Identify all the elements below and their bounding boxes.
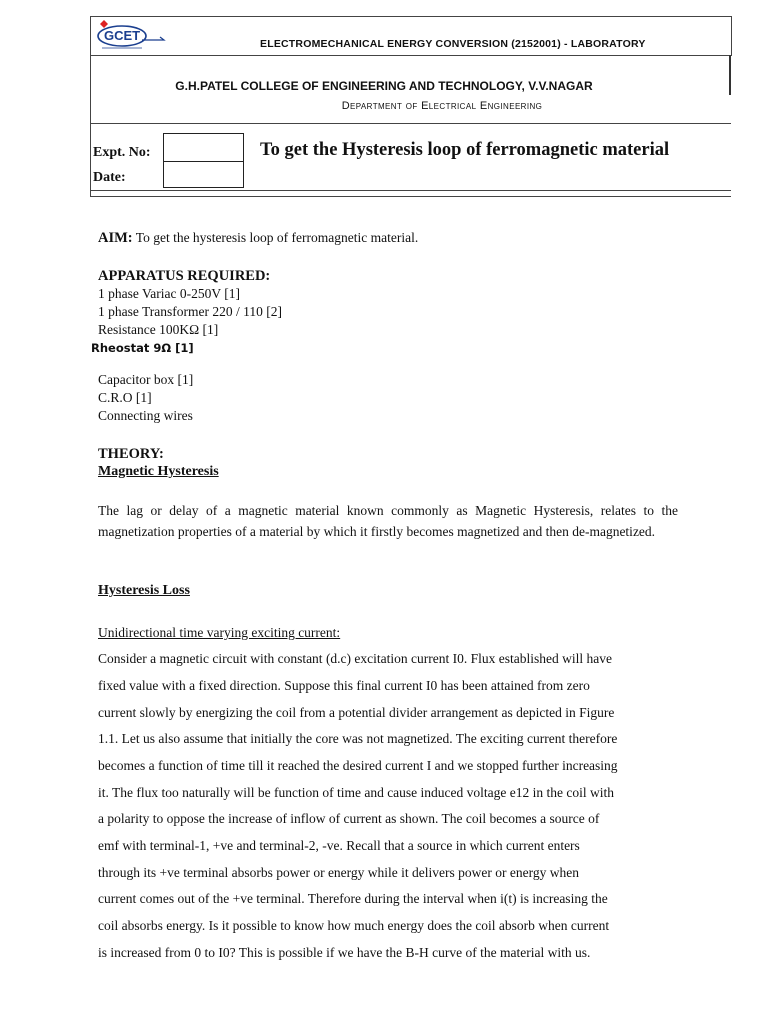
unidirectional-subheading: Unidirectional time varying exciting current: <box>98 625 341 640</box>
department-name: Department of Electrical Engineering <box>341 100 543 112</box>
hysteresis-loss-heading: Hysteresis Loss <box>98 583 190 598</box>
header-divider-2 <box>90 123 731 124</box>
paragraph-line: coil absorbs energy. Is it possible to know how much energy does the coil absorb when current <box>98 918 610 933</box>
experiment-title: To get the Hysteresis loop of ferromagnetic material <box>260 140 670 160</box>
aim-text: To get the hysteresis loop of ferromagnetic material. <box>132 230 419 245</box>
aim-label: AIM: <box>98 230 133 246</box>
paragraph-line: through its +ve terminal absorbs power or energy while it delivers power or energy when <box>98 865 579 880</box>
aim-line <box>98 230 418 247</box>
lab-title: ELECTROMECHANICAL ENERGY CONVERSION (2152001) - LABORATORY <box>260 38 646 50</box>
header-divider-3 <box>90 190 731 191</box>
paragraph-line: current comes out of the +ve terminal. Therefore during the interval when i(t) is increasing the <box>98 891 608 906</box>
date-field[interactable] <box>163 161 244 188</box>
apparatus-item: C.R.O [1] <box>98 390 152 405</box>
date-label: Date: <box>93 170 126 185</box>
header-divider-1 <box>90 55 731 56</box>
apparatus-label: APPARATUS REQUIRED: <box>98 268 271 284</box>
paragraph-line: a polarity to oppose the increase of inflow of current as shown. The coil becomes a source of <box>98 811 600 826</box>
apparatus-item: 1 phase Variac 0-250V [1] <box>98 286 240 301</box>
apparatus-item: Connecting wires <box>98 408 193 423</box>
gcet-logo-icon <box>92 18 170 52</box>
header-frame-right-top <box>731 16 732 56</box>
svg-text:GCET: GCET <box>104 28 141 43</box>
paragraph-line: it. The flux too naturally will be function of time and cause induced voltage e12 in the coil with <box>98 785 614 800</box>
header-divider-4 <box>90 196 731 197</box>
paragraph-line: becomes a function of time till it reached the desired current I and we stopped further increasing <box>98 758 618 773</box>
expt-no-label: Expt. No: <box>93 145 151 160</box>
paragraph-line: fixed value with a fixed direction. Suppose this final current I0 has been attained from zero <box>98 678 590 693</box>
paragraph-line: emf with terminal-1, +ve and terminal-2, -ve. Recall that a source in which current enters <box>98 838 580 853</box>
college-name: G.H.PATEL COLLEGE OF ENGINEERING AND TECHNOLOGY, V.V.NAGAR <box>175 79 593 93</box>
hysteresis-paragraph: The lag or delay of a magnetic material known commonly as Magnetic Hysteresis, relates to the magnetization properties of a material by which it firstly becomes magnetized and then de-magnetized. <box>98 503 678 539</box>
apparatus-item: Rheostat 9Ω [1] <box>91 341 194 355</box>
paragraph-line: is increased from 0 to I0? This is possible if we have the B-H curve of the material with us. <box>98 945 591 960</box>
apparatus-item: 1 phase Transformer 220 / 110 [2] <box>98 304 282 319</box>
paragraph-line: Consider a magnetic circuit with constant (d.c) excitation current I0. Flux established will have <box>98 651 612 666</box>
paragraph-line: 1.1. Let us also assume that initially the core was not magnetized. The exciting current therefore <box>98 731 618 746</box>
apparatus-item: Capacitor box [1] <box>98 372 194 387</box>
magnetic-hysteresis-heading: Magnetic Hysteresis <box>98 464 219 479</box>
theory-label: THEORY: <box>98 446 164 462</box>
apparatus-item: Resistance 100KΩ [1] <box>98 322 219 337</box>
expt-no-field[interactable] <box>163 133 244 162</box>
paragraph-line: current slowly by energizing the coil from a potential divider arrangement as depicted in Figure <box>98 705 615 720</box>
